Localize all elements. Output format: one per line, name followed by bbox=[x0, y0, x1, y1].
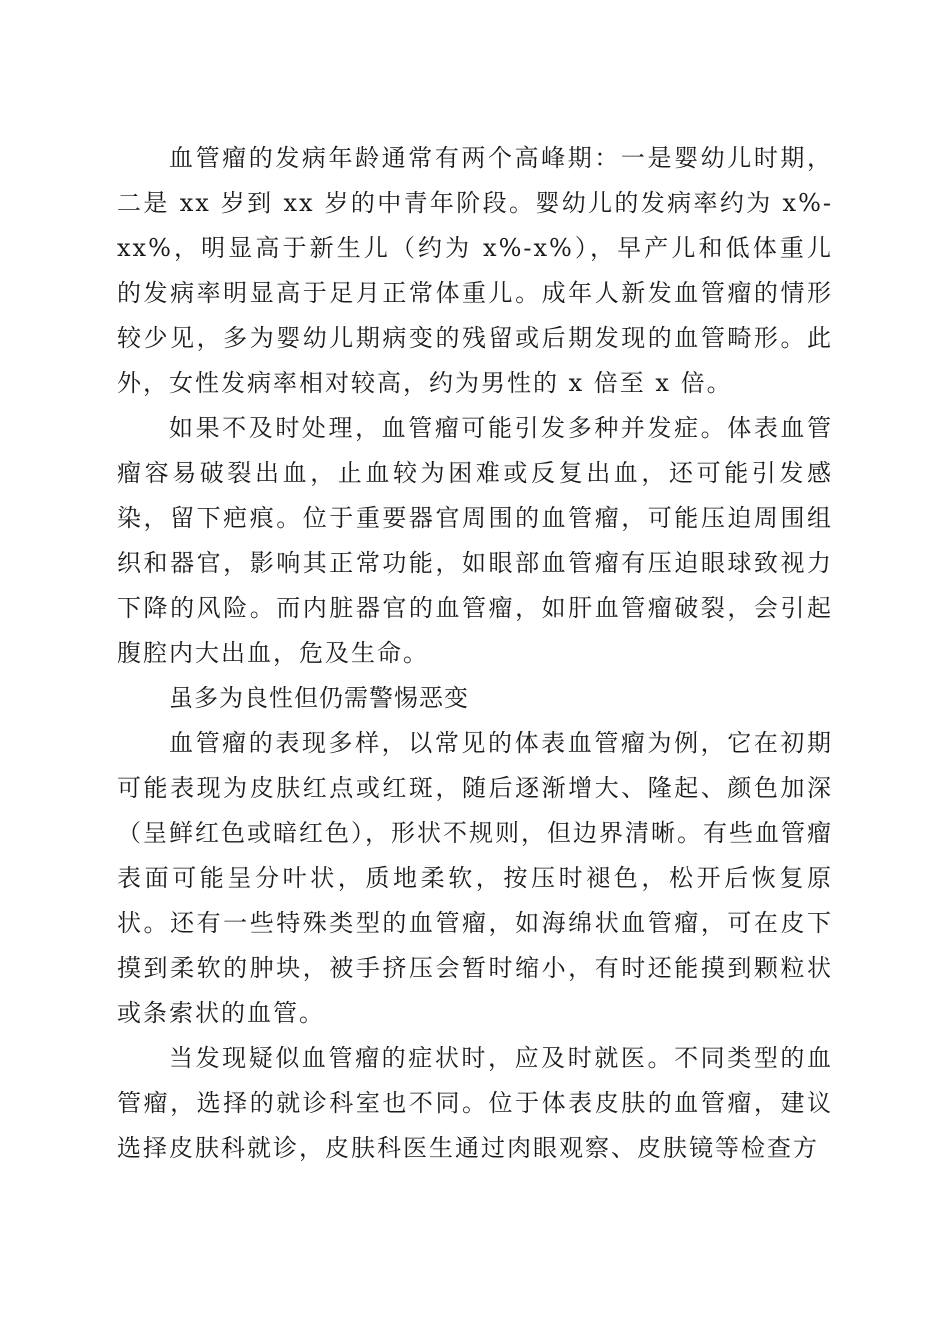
paragraph-complications: 如果不及时处理，血管瘤可能引发多种并发症。体表血管瘤容易破裂出血，止血较为困难或反复出血，还可能引发感染，留下疤痕。位于重要器官周围的血管瘤，可能压迫周围组织和器官，影响其正常功能，如眼部血管瘤有压迫眼球致视力下降的风险。而内脏器官的血管瘤，如肝血管瘤破裂，会引起腹腔内大出血，危及生命。 bbox=[117, 414, 833, 667]
document-body bbox=[117, 136, 833, 1171]
paragraph-symptoms: 血管瘤的表现多样，以常见的体表血管瘤为例，它在初期可能表现为皮肤红点或红斑，随后逐渐增大、隆起、颜色加深（呈鲜红色或暗红色），形状不规则，但边界清晰。有些血管瘤表面可能呈分叶状，质地柔软，按压时褪色，松开后恢复原状。还有一些特殊类型的血管瘤，如海绵状血管瘤，可在皮下摸到柔软的肿块，被手挤压会暂时缩小，有时还能摸到颗粒状或条索状的血管。 bbox=[117, 729, 833, 1027]
paragraph-onset-age: 血管瘤的发病年龄通常有两个高峰期：一是婴幼儿时期，二是 xx 岁到 xx 岁的中青年阶段。婴幼儿的发病率约为 x%-xx%，明显高于新生儿（约为 x%-x%），早产儿和低体重儿的发病率明显高于足月正常体重儿。成年人新发血管瘤的情形较少见，多为婴幼儿期病变的残留或后期发现的血管畸形。此外，女性发病率相对较高，约为男性的 x 倍至 x 倍。 bbox=[117, 144, 833, 397]
paragraph-medical-advice: 当发现疑似血管瘤的症状时，应及时就医。不同类型的血管瘤，选择的就诊科室也不同。位于体表皮肤的血管瘤，建议选择皮肤科就诊，皮肤科医生通过肉眼观察、皮肤镜等检查方 bbox=[117, 1044, 833, 1162]
section-heading: 虽多为良性但仍需警惕恶变 bbox=[169, 684, 469, 712]
